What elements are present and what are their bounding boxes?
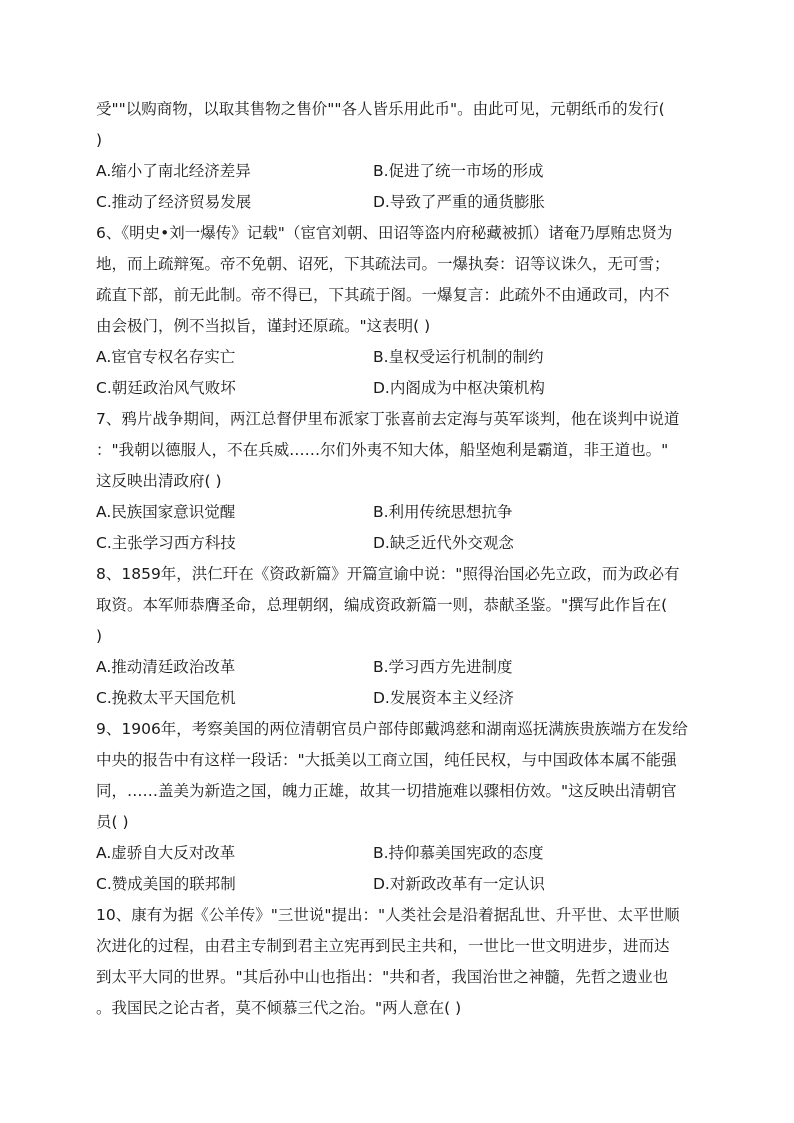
text-line: ) bbox=[96, 131, 103, 149]
option-c: C.赞成美国的联邦制 bbox=[96, 875, 236, 893]
option-a: A.推动清廷政治改革 bbox=[96, 658, 236, 676]
question-9-stem bbox=[96, 714, 696, 838]
text-line: ："我朝以德服人，不在兵威……尔们外夷不知大体，船坚炮利是霸道，非王道也。" bbox=[96, 441, 669, 459]
text-line: 7、鸦片战争期间，两江总督伊里布派家丁张喜前去定海与英军谈判，他在谈判中说道 bbox=[96, 410, 680, 428]
text-line: 到太平大同的世界。"其后孙中山也指出："共和者，我国治世之神髓，先哲之遗业也 bbox=[96, 968, 669, 986]
question-5-stem bbox=[96, 94, 696, 156]
text-line: 由会极门，例不当拟旨，谨封还原疏。"这表明( ) bbox=[96, 317, 431, 335]
option-d: D.内阁成为中枢决策机构 bbox=[373, 379, 545, 397]
text-line: 中央的报告中有这样一段话："大抵美以工商立国，纯任民权，与中国政体本属不能强 bbox=[96, 751, 677, 769]
option-d: D.导致了严重的通货膨胀 bbox=[373, 193, 545, 211]
question-8-stem bbox=[96, 559, 696, 652]
option-b: B.促进了统一市场的形成 bbox=[373, 162, 544, 180]
question-7-options bbox=[96, 497, 696, 559]
option-b: B.学习西方先进制度 bbox=[373, 658, 513, 676]
question-content bbox=[96, 94, 696, 1024]
text-line: 受""以购商物，以取其售物之售价""各人皆乐用此币"。由此可见，元朝纸币的发行( bbox=[96, 100, 665, 118]
text-line: 同，……盖美为新造之国，魄力正雄，故其一切措施难以骤相仿效。"这反映出清朝官 bbox=[96, 782, 677, 800]
option-a: A.民族国家意识觉醒 bbox=[96, 503, 236, 521]
text-line: 6、《明史•刘一爆传》记载"（宦官刘朝、田诏等盗内府秘藏被抓）诸奄乃厚贿忠贤为 bbox=[96, 224, 673, 242]
question-6-options bbox=[96, 342, 696, 404]
text-line: 地，而上疏辩冤。帝不免朝、诏死，下其疏法司。一爆执奏：诏等议诛久，无可雪； bbox=[96, 255, 670, 273]
text-line: 这反映出清政府( ) bbox=[96, 472, 222, 490]
question-5-options bbox=[96, 156, 696, 218]
question-8-options bbox=[96, 652, 696, 714]
option-d: D.缺乏近代外交观念 bbox=[373, 534, 514, 552]
text-line: 疏直下部，前无此制。帝不得已，下其疏于阁。一爆复言：此疏外不由通政司，内不 bbox=[96, 286, 670, 304]
option-b: B.利用传统思想抗争 bbox=[373, 503, 513, 521]
text-line: 员( ) bbox=[96, 813, 129, 831]
text-line: 取资。本军师恭膺圣命，总理朝纲，编成资政新篇一则，恭献圣鉴。"撰写此作旨在( bbox=[96, 596, 668, 614]
option-a: A.缩小了南北经济差异 bbox=[96, 162, 251, 180]
option-a: A.宦官专权名存实亡 bbox=[96, 348, 236, 366]
text-line: 8、1859年，洪仁玕在《资政新篇》开篇宣谕中说："照得治国必先立政，而为政必有 bbox=[96, 565, 680, 583]
option-c: C.主张学习西方科技 bbox=[96, 534, 236, 552]
option-a: A.虚骄自大反对改革 bbox=[96, 844, 236, 862]
text-line: 。我国民之论古者，莫不倾慕三代之治。"两人意在( ) bbox=[96, 999, 462, 1017]
text-line: 9、1906年，考察美国的两位清朝官员户部侍郎戴鸿慈和湖南巡抚满族贵族端方在发给 bbox=[96, 720, 688, 738]
question-6-stem bbox=[96, 218, 696, 342]
option-c: C.推动了经济贸易发展 bbox=[96, 193, 252, 211]
question-7-stem bbox=[96, 404, 696, 497]
option-d: D.对新政改革有一定认识 bbox=[373, 875, 545, 893]
option-c: C.挽救太平天国危机 bbox=[96, 689, 236, 707]
option-d: D.发展资本主义经济 bbox=[373, 689, 514, 707]
option-c: C.朝廷政治风气败坏 bbox=[96, 379, 236, 397]
option-b: B.皇权受运行机制的制约 bbox=[373, 348, 544, 366]
text-line: 次进化的过程，由君主专制到君主立宪再到民主共和，一世比一世文明进步，进而达 bbox=[96, 937, 670, 955]
option-b: B.持仰慕美国宪政的态度 bbox=[373, 844, 544, 862]
question-10-stem bbox=[96, 900, 696, 1024]
text-line: ) bbox=[96, 627, 103, 645]
text-line: 10、康有为据《公羊传》"三世说"提出："人类社会是沿着据乱世、升平世、太平世顺 bbox=[96, 906, 680, 924]
question-9-options bbox=[96, 838, 696, 900]
